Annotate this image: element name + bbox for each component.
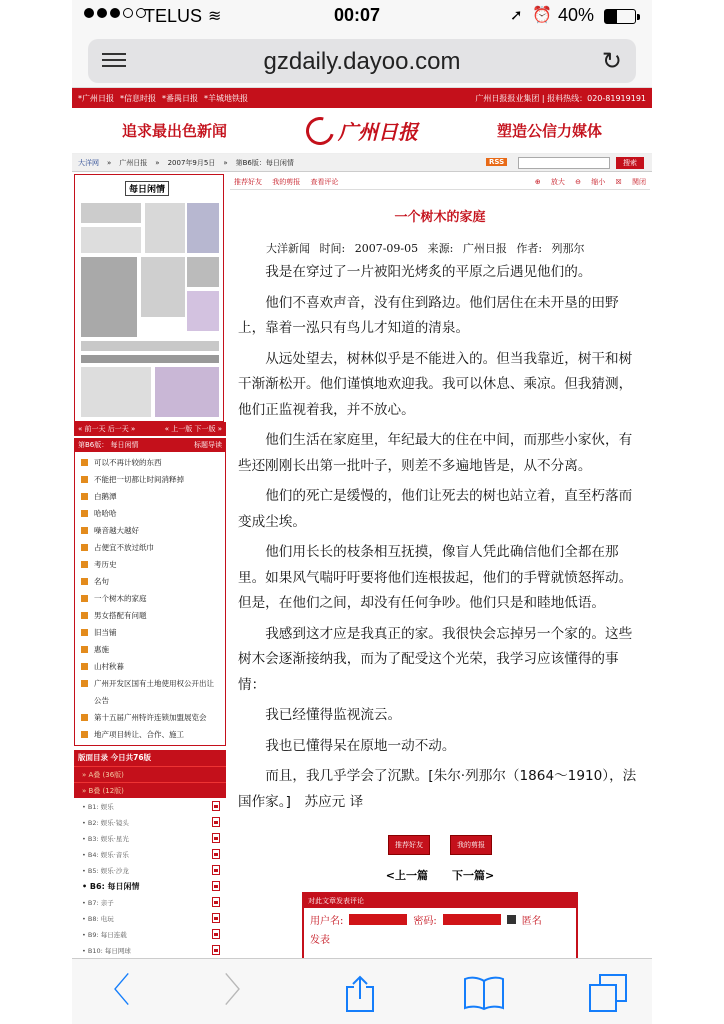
edition-page-label: • B3: 娱乐·星光 — [82, 834, 129, 843]
top-link[interactable]: *羊城地铁报 — [204, 93, 248, 103]
edition-page-label: • B2: 娱乐·镜头 — [82, 818, 129, 827]
article-paragraph: 他们生活在家庭里，年纪最大的住在中间，而那些小家伙，有些还刚刚长出第一批叶子，则差不多遍地皆是，从不分离。 — [238, 432, 633, 474]
article-paragraph: 我是在穿过了一片被阳光烤炙的平原之后遇见他们的。 — [265, 264, 592, 280]
pdf-icon[interactable] — [212, 945, 220, 955]
wifi-icon: ≋ — [208, 8, 222, 25]
thumbnail-title: 每日闲情 — [125, 181, 169, 196]
list-item[interactable] — [75, 488, 225, 505]
article-paragraph: 他们用长长的枝条相互抚摸，像盲人凭此确信他们全都在那里。如果风气喘吁吁要将他们连根拔起，他们的手臂就愤怒挥动。但是，在他们之间，却没有任何争吵。他们只是和睦地低语。 — [238, 544, 633, 611]
article-title: 一个树木的家庭 — [394, 210, 486, 225]
list-item-label: 占便宜不放过纸巾 — [94, 543, 154, 552]
bullet-icon — [81, 476, 88, 483]
page-thumbnail[interactable] — [74, 174, 224, 422]
list-item-label: 广州开发区国有土地使用权公开出让公告 — [94, 679, 214, 705]
list-item[interactable] — [75, 454, 225, 471]
bullet-icon — [81, 493, 88, 500]
article-meta: 大洋新闻 时间: 2007-09-05 来源: 广州日报 作者: 列那尔 — [266, 242, 585, 255]
edition-page-label: • B8: 电玩 — [82, 914, 114, 923]
section-name: 第B6版： 每日闲情 — [78, 441, 139, 449]
breadcrumb: 大洋网 » 广州日报 » 2007年9月5日 » 第B6版：每日闲情 RSS 搜索 — [72, 154, 652, 172]
logo-text: 广州日报 — [338, 120, 418, 144]
share-icon[interactable] — [342, 975, 378, 1013]
pdf-icon[interactable] — [212, 801, 220, 811]
article-paragraph: 他们不喜欢声音，没有住到路边。他们居住在未开垦的田野上，靠着一泓只有鸟儿才知道的清泉。 — [238, 294, 619, 336]
edition-page-row[interactable] — [74, 862, 226, 878]
pdf-icon[interactable] — [212, 929, 220, 939]
pdf-icon[interactable] — [212, 865, 220, 875]
forward-icon[interactable]: 〉 — [224, 971, 258, 1011]
address-bar[interactable] — [88, 39, 636, 83]
bullet-icon — [81, 561, 88, 568]
location-icon: ➚ — [510, 7, 523, 24]
password-field[interactable] — [443, 914, 501, 925]
pdf-icon[interactable] — [212, 881, 220, 891]
day-nav[interactable]: « 前一天 后一天 » — [78, 425, 136, 433]
back-icon[interactable]: 〈 — [96, 971, 130, 1011]
list-item-label: 一个树木的家庭 — [94, 594, 147, 603]
list-item-label: 旧当铺 — [94, 628, 117, 637]
article-actions — [230, 835, 650, 855]
alarm-icon: ⏰ — [532, 7, 552, 24]
list-item-label: 惠施 — [94, 645, 109, 654]
breadcrumb-item[interactable]: 第B6版：每日闲情 — [235, 158, 294, 167]
top-link[interactable]: *广州日报 — [78, 93, 114, 103]
list-item-label: 不能把一切都让时间消释掉 — [94, 475, 184, 484]
slogan-left: 追求最出色新闻 — [122, 122, 228, 140]
reload-icon[interactable]: ↻ — [601, 47, 622, 75]
carrier-label: TELUS — [144, 6, 203, 26]
bullet-icon — [81, 629, 88, 636]
comment-header: 对此文章发表评论 — [304, 894, 576, 908]
list-item-label: 地产项目转让、合作、施工 — [94, 730, 184, 739]
signal-strength-icon — [84, 8, 146, 18]
pdf-icon[interactable] — [212, 849, 220, 859]
left-sidebar — [74, 174, 226, 958]
bullet-icon — [81, 595, 88, 602]
status-time: 00:07 — [334, 5, 381, 25]
list-item[interactable] — [75, 607, 225, 624]
masthead — [72, 108, 652, 154]
edition-page-row[interactable] — [74, 846, 226, 862]
article-paragraph: 我感到这才应是我真正的家。我很快会忘掉另一个家的。这些树木会逐渐接纳我，而为了配受这个光荣，我学习应该懂得的事情： — [238, 625, 633, 693]
article-paragraph: 而且，我几乎学会了沉默。[朱尔·列那尔（1864～1910），法国作家。] 苏应元 译 — [238, 768, 637, 810]
article-paragraph: 他们的死亡是缓慢的，他们让死去的树也站立着，直至朽落而变成尘埃。 — [238, 488, 633, 530]
breadcrumb-item[interactable]: 大洋网 — [78, 158, 99, 167]
list-item[interactable] — [75, 539, 225, 556]
bullet-icon — [81, 612, 88, 619]
bookmarks-icon[interactable] — [462, 975, 506, 1011]
breadcrumb-item[interactable]: 2007年9月5日 — [167, 158, 216, 167]
site-search-button[interactable]: 搜索 — [616, 157, 644, 169]
username-label: 用户名: — [310, 916, 344, 927]
clip-link[interactable]: 我的剪报 — [272, 177, 301, 186]
bullet-icon — [81, 527, 88, 534]
pdf-icon[interactable] — [212, 833, 220, 843]
site-search-input[interactable] — [518, 157, 610, 169]
logo-mark-icon — [301, 111, 339, 149]
top-link[interactable]: *番禺日报 — [162, 93, 198, 103]
list-item[interactable] — [75, 590, 225, 607]
article-area — [230, 174, 650, 958]
section-header — [74, 438, 226, 452]
top-strip — [72, 88, 652, 108]
pdf-icon[interactable] — [212, 897, 220, 907]
bullet-icon — [81, 731, 88, 738]
list-item-label: 第十五届广州特许连锁加盟展览会 — [94, 713, 207, 722]
edition-page-row[interactable] — [74, 798, 226, 814]
list-item-label: 名句 — [94, 577, 109, 586]
slogan-right: 塑造公信力媒体 — [496, 122, 602, 140]
article-paragraph: 从远处望去，树林似乎是不能进入的。但当我靠近，树干和树干渐渐松开。他们谨慎地欢迎我。我可以休息、乘凉。但我猜测，他们正监视着我，并不放心。 — [238, 350, 633, 418]
site-logo[interactable] — [306, 116, 418, 145]
article-toolbar — [230, 174, 650, 190]
bullet-icon — [81, 714, 88, 721]
rss-button[interactable]: RSS — [486, 158, 507, 166]
article-body — [230, 260, 650, 815]
anonymous-label: 匿名 — [521, 916, 542, 927]
list-item[interactable] — [75, 675, 225, 709]
list-item[interactable] — [75, 624, 225, 641]
edition-page-label: • B6: 每日闲情 — [82, 881, 140, 891]
edition-page-row[interactable] — [74, 814, 226, 830]
edition-page-label: • B10: 每日网球 — [82, 946, 131, 955]
top-links — [78, 93, 254, 104]
battery-percent: 40% — [558, 5, 595, 25]
bullet-icon — [81, 680, 88, 687]
edition-page-row[interactable] — [74, 830, 226, 846]
list-item[interactable] — [75, 726, 225, 743]
clip-button[interactable]: 我的剪报 — [450, 835, 492, 855]
anonymous-checkbox[interactable] — [507, 915, 516, 924]
list-item-label: 白鹅潭 — [94, 492, 117, 501]
zoom-out-link[interactable]: ⊖ 缩小 — [575, 177, 606, 186]
close-link[interactable]: ☒ 関闭 — [615, 177, 646, 186]
article-title-list — [74, 452, 226, 746]
recommend-button[interactable]: 推荐好友 — [388, 835, 430, 855]
list-item[interactable] — [75, 505, 225, 522]
tabs-icon[interactable] — [588, 973, 628, 1013]
list-item[interactable] — [75, 573, 225, 590]
list-item-label: 男女搭配有问题 — [94, 611, 147, 620]
zoom-in-link[interactable]: ⊕ 放大 — [534, 177, 565, 186]
top-link[interactable]: *信息时报 — [120, 93, 156, 103]
edition-nav[interactable]: « 上一版 下一版 » — [164, 425, 222, 433]
article-paragraph: 我也已懂得呆在原地一动不动。 — [265, 737, 456, 754]
list-item-label: 噪音越大越好 — [94, 526, 139, 535]
pdf-icon[interactable] — [212, 913, 220, 923]
pdf-icon[interactable] — [212, 817, 220, 827]
bullet-icon — [81, 510, 88, 517]
list-item[interactable] — [75, 471, 225, 488]
list-item-label: 山村秋暮 — [94, 662, 124, 671]
comment-form — [302, 892, 578, 962]
battery-icon — [604, 9, 636, 24]
breadcrumb-item[interactable]: 广州日报 — [119, 158, 148, 167]
page-navigation — [74, 422, 226, 436]
url-text[interactable]: gzdaily.dayoo.com — [263, 48, 461, 75]
bullet-icon — [81, 459, 88, 466]
edition-page-row[interactable] — [74, 878, 226, 894]
edition-page-row[interactable] — [74, 910, 226, 926]
bullet-icon — [81, 663, 88, 670]
edition-directory-header: 版面目录 今日共76版 — [74, 750, 226, 766]
edition-page-label: • B4: 娱乐·音乐 — [82, 850, 129, 859]
password-label: 密码: — [413, 916, 437, 927]
list-item[interactable] — [75, 522, 225, 539]
edition-b[interactable]: » B叠 (12版) — [74, 782, 226, 798]
username-field[interactable] — [349, 914, 407, 925]
section-label: 标题导读 — [194, 441, 222, 449]
safari-bottom-toolbar — [72, 958, 652, 1024]
list-item[interactable] — [75, 658, 225, 675]
edition-page-label: • B7: 亲子 — [82, 898, 114, 907]
edition-page-label: • B9: 每日连载 — [82, 930, 127, 939]
recommend-link[interactable]: 推荐好友 — [234, 177, 262, 186]
list-item-label: 考历史 — [94, 560, 117, 569]
list-item[interactable] — [75, 641, 225, 658]
edition-page-label: • B5: 娱乐·沙龙 — [82, 866, 129, 875]
prev-article-link[interactable]: <上一篇 — [385, 869, 428, 882]
edition-page-row[interactable] — [74, 894, 226, 910]
edition-page-label: • B1: 娱乐 — [82, 802, 114, 811]
status-bar — [72, 0, 652, 34]
bullet-icon — [81, 646, 88, 653]
list-item-label: 可以不再计较的东西 — [94, 458, 162, 467]
edition-page-list — [74, 798, 226, 958]
list-item[interactable] — [75, 556, 225, 573]
post-label: 发表 — [310, 935, 330, 946]
edition-page-row[interactable] — [74, 942, 226, 958]
article-paragraph: 我已经懂得监视流云。 — [265, 707, 402, 723]
list-item[interactable] — [75, 709, 225, 726]
bullet-icon — [81, 544, 88, 551]
next-article-link[interactable]: 下一篇> — [452, 869, 495, 882]
bullet-icon — [81, 578, 88, 585]
edition-a[interactable]: » A叠 (36版) — [74, 766, 226, 782]
list-item-label: 哈哈哈 — [94, 509, 117, 518]
article-pager — [230, 867, 650, 883]
top-right-info: 广州日报报业集团 | 报料热线：020-81919191 — [475, 93, 646, 103]
comments-link[interactable]: 查看评论 — [310, 177, 339, 186]
browser-toolbar — [72, 34, 652, 88]
edition-page-row[interactable] — [74, 926, 226, 942]
web-page — [72, 88, 652, 958]
